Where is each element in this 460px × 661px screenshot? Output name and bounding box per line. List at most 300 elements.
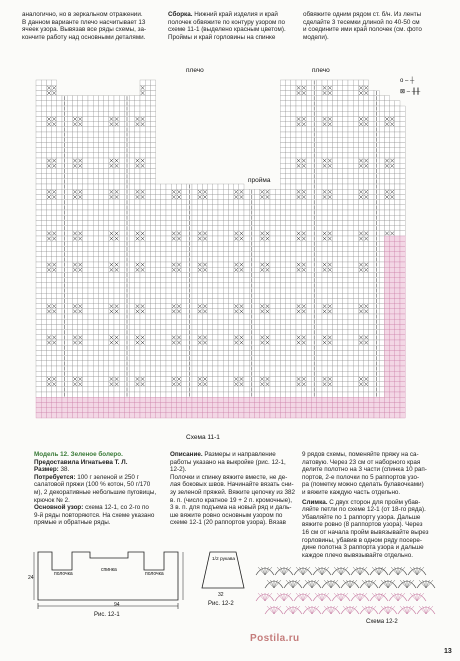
chart-cell [182,371,187,376]
chart-cell [83,402,88,407]
chart-cell [338,205,343,210]
chart-cell [296,200,301,205]
chart-cell [176,252,181,257]
chart-cell [379,220,384,225]
chart-cell [67,309,72,314]
chart-cell [348,366,353,371]
chart-cell [67,324,72,329]
chart-cell [358,106,363,111]
chart-cell [369,106,374,111]
chart-cell [343,210,348,215]
chart-cell [135,397,140,402]
chart-cell [317,246,322,251]
chart-cell [369,366,374,371]
chart-cell [156,220,161,225]
chart-cell [270,382,275,387]
chart-cell [36,236,41,241]
chart-cell [353,174,358,179]
chart-cell [161,272,166,277]
chart-cell [353,397,358,402]
chart-cell [156,252,161,257]
chart-cell [150,137,155,142]
chart-cell [130,101,135,106]
chart-cell [306,340,311,345]
chart-cell [223,402,228,407]
chart-cell [213,220,218,225]
chart-cell [317,314,322,319]
chart-cell [41,236,46,241]
chart-cell [322,137,327,142]
chart-cell [57,101,62,106]
chart-cell [104,366,109,371]
chart-cell [338,267,343,272]
chart-cell [270,267,275,272]
chart-cell [353,376,358,381]
chart-cell [280,314,285,319]
chart-cell [208,257,213,262]
chart-cell [254,387,259,392]
chart-cell [140,127,145,132]
chart-cell [104,96,109,101]
label-plecho-left: плечо [186,67,204,74]
chart-cell [46,408,51,413]
chart-cell [218,272,223,277]
chart-cell [379,153,384,158]
chart-cell [156,210,161,215]
chart-cell [260,257,265,262]
chart-cell [93,148,98,153]
chart-cell [260,350,265,355]
chart-cell [348,376,353,381]
chart-cell [182,262,187,267]
chart-cell [369,122,374,127]
chart-cell [317,231,322,236]
chart-cell [166,241,171,246]
chart-cell [306,324,311,329]
chart-cell [192,226,197,231]
chart-cell [384,402,389,407]
chart-cell [296,220,301,225]
chart-cell [270,272,275,277]
chart-cell [364,257,369,262]
chart-cell [109,356,114,361]
chart-cell [93,356,98,361]
chart-cell [98,392,103,397]
chart-cell [291,304,296,309]
chart-cell [98,179,103,184]
chart-cell [327,413,332,418]
chart-cell [145,387,150,392]
chart-cell [182,298,187,303]
chart-cell [265,361,270,366]
chart-cell [135,392,140,397]
chart-cell [46,366,51,371]
chart-cell [338,392,343,397]
chart-cell [291,210,296,215]
chart-cell [145,356,150,361]
chart-cell [57,408,62,413]
chart-cell [213,371,218,376]
chart-cell [98,174,103,179]
chart-cell [353,179,358,184]
chart-cell [390,324,395,329]
chart-cell [52,137,57,142]
chart-cell [327,392,332,397]
chart-cell [275,319,280,324]
chart-cell [161,309,166,314]
chart-cell [130,137,135,142]
chart-cell [46,168,51,173]
chart-cell [171,215,176,220]
chart-cell [36,376,41,381]
chart-cell [41,278,46,283]
chart-cell [119,288,124,293]
chart-cell [280,309,285,314]
chart-cell [358,319,363,324]
chart-cell [353,210,358,215]
chart-cell [41,361,46,366]
chart-cell [145,184,150,189]
chart-cell [244,293,249,298]
chart-cell [395,158,400,163]
chart-cell [369,142,374,147]
chart-cell [364,174,369,179]
chart-cell [161,252,166,257]
chart-cell [291,361,296,366]
chart-cell [223,361,228,366]
chart-cell [36,231,41,236]
chart-cell [280,298,285,303]
chart-cell [98,319,103,324]
chart-cell [244,314,249,319]
chart-cell [88,309,93,314]
chart-cell [291,116,296,121]
chart-cell [400,304,405,309]
chart-cell [291,392,296,397]
chart-cell [343,215,348,220]
chart-cell [244,189,249,194]
chart-cell [270,413,275,418]
chart-cell [296,387,301,392]
chart-cell [338,200,343,205]
chart-cell [36,366,41,371]
chart-cell [166,413,171,418]
chart-cell [72,366,77,371]
chart-cell [358,283,363,288]
chart-cell [332,241,337,246]
chart-cell [192,304,197,309]
chart-cell [270,298,275,303]
chart-cell [317,298,322,303]
chart-cell [93,340,98,345]
chart-cell [348,272,353,277]
chart-cell [390,350,395,355]
chart-cell [67,205,72,210]
chart-cell [218,184,223,189]
chart-cell [306,382,311,387]
chart-cell [390,241,395,246]
chart-cell [52,278,57,283]
chart-cell [338,101,343,106]
chart-cell [93,387,98,392]
chart-cell [291,148,296,153]
chart-cell [88,267,93,272]
chart-cell [124,402,129,407]
chart-cell [280,392,285,397]
chart-cell [296,101,301,106]
chart-cell [338,257,343,262]
chart-cell [156,184,161,189]
chart-cell [317,350,322,355]
chart-cell [332,168,337,173]
text-span: Нижний край изделия и край [192,11,278,18]
chart-cell [104,252,109,257]
chart-cell [400,267,405,272]
chart-cell [369,309,374,314]
chart-cell [57,257,62,262]
chart-cell [41,324,46,329]
chart-cell [109,298,114,303]
chart-cell [384,293,389,298]
chart-cell [244,236,249,241]
chart-cell [228,231,233,236]
chart-cell [317,392,322,397]
chart-cell [208,392,213,397]
chart-cell [98,236,103,241]
chart-cell [254,413,259,418]
chart-cell [228,283,233,288]
chart-cell [343,158,348,163]
chart-cell [109,361,114,366]
chart-cell [317,330,322,335]
chart-cell [353,106,358,111]
chart-cell [296,153,301,158]
chart-cell [83,111,88,116]
chart-cell [150,179,155,184]
chart-cell [72,142,77,147]
chart-cell [114,179,119,184]
chart-cell [384,106,389,111]
chart-cell [46,361,51,366]
chart-cell [384,215,389,220]
chart-cell [317,257,322,262]
chart-cell [109,387,114,392]
chart-cell [327,293,332,298]
assembly-heading: Сборка. [168,11,193,18]
chart-cell [135,350,140,355]
chart-cell [223,324,228,329]
chart-cell [98,205,103,210]
chart-cell [265,226,270,231]
chart-cell [338,236,343,241]
chart-cell [244,267,249,272]
chart-cell [104,402,109,407]
chart-cell [182,309,187,314]
chart-cell [72,330,77,335]
chart-cell [46,288,51,293]
chart-cell [286,96,291,101]
chart-cell [182,314,187,319]
chart-cell [390,267,395,272]
chart-cell [317,189,322,194]
chart-cell [280,215,285,220]
chart-cell [72,215,77,220]
chart-cell [114,148,119,153]
chart-cell [88,356,93,361]
chart-cell [265,210,270,215]
chart-cell [254,314,259,319]
chart-cell [130,106,135,111]
chart-cell [395,220,400,225]
chart-cell [228,236,233,241]
chart-cell [36,413,41,418]
chart-cell [395,278,400,283]
chart-cell [301,283,306,288]
chart-cell [348,137,353,142]
chart-cell [317,148,322,153]
chart-cell [161,304,166,309]
chart-cell [306,153,311,158]
chart-cell [150,200,155,205]
chart-cell [353,220,358,225]
chart-cell [379,158,384,163]
chart-cell [280,324,285,329]
chart-cell [369,137,374,142]
chart-cell [306,210,311,215]
chart-cell [145,205,150,210]
chart-cell [41,387,46,392]
chart-cell [358,101,363,106]
chart-cell [343,262,348,267]
chart-cell [145,194,150,199]
chart-cell [78,314,83,319]
chart-cell [327,361,332,366]
chart-cell [57,330,62,335]
chart-cell [93,220,98,225]
chart-cell [260,361,265,366]
chart-cell [140,283,145,288]
chart-cell [218,361,223,366]
chart-cell [390,298,395,303]
chart-cell [270,309,275,314]
chart-cell [72,314,77,319]
chart-cell [384,345,389,350]
chart-cell [228,387,233,392]
chart-cell [52,345,57,350]
chart-cell [114,153,119,158]
chart-cell [208,189,213,194]
chart-cell [98,361,103,366]
chart-cell [332,340,337,345]
chart-cell [343,309,348,314]
chart-cell [343,205,348,210]
chart-cell [57,106,62,111]
chart-cell [369,345,374,350]
chart-cell [343,226,348,231]
chart-cell [46,226,51,231]
chart-cell [156,189,161,194]
chart-cell [218,309,223,314]
chart-cell [135,330,140,335]
chart-cell [150,210,155,215]
chart-cell [343,330,348,335]
chart-cell [130,340,135,345]
chart-cell [338,314,343,319]
chart-cell [83,127,88,132]
chart-cell [88,137,93,142]
chart-cell [156,283,161,288]
chart-cell [223,413,228,418]
chart-cell [306,345,311,350]
chart-cell [395,324,400,329]
chart-cell [270,330,275,335]
chart-cell [83,137,88,142]
chart-cell [327,252,332,257]
chart-cell [182,387,187,392]
chart-cell [332,158,337,163]
chart-cell [265,392,270,397]
chart-cell [78,210,83,215]
chart-cell [317,163,322,168]
chart-cell [88,179,93,184]
chart-cell [145,272,150,277]
chart-cell [317,194,322,199]
chart-cell [265,408,270,413]
chart-cell [390,392,395,397]
chart-cell [400,189,405,194]
chart-cell [306,137,311,142]
chart-cell [327,408,332,413]
chart-cell [348,382,353,387]
chart-cell [358,402,363,407]
chart-cell [130,413,135,418]
chart-cell [228,267,233,272]
chart-cell [254,210,259,215]
chart-cell [296,324,301,329]
chart-cell [119,278,124,283]
chart-cell [202,272,207,277]
chart-cell [270,371,275,376]
chart-cell [78,366,83,371]
chart-cell [244,309,249,314]
chart-cell [228,371,233,376]
chart-cell [88,205,93,210]
chart-cell [369,241,374,246]
chart-cell [161,413,166,418]
chart-cell [317,122,322,127]
chart-cell [72,96,77,101]
chart-cell [119,174,124,179]
chart-cell [369,246,374,251]
chart-cell [41,319,46,324]
chart-cell [52,241,57,246]
chart-cell [145,267,150,272]
chart-cell [208,226,213,231]
chart-cell [286,236,291,241]
chart-cell [52,215,57,220]
chart-cell [348,111,353,116]
chart-cell [379,148,384,153]
chart-cell [348,340,353,345]
chart-cell [384,408,389,413]
chart-cell [161,278,166,283]
chart-cell [358,179,363,184]
chart-cell [197,371,202,376]
chart-cell [275,408,280,413]
chart-cell [150,366,155,371]
chart-cell [192,298,197,303]
chart-cell [379,350,384,355]
